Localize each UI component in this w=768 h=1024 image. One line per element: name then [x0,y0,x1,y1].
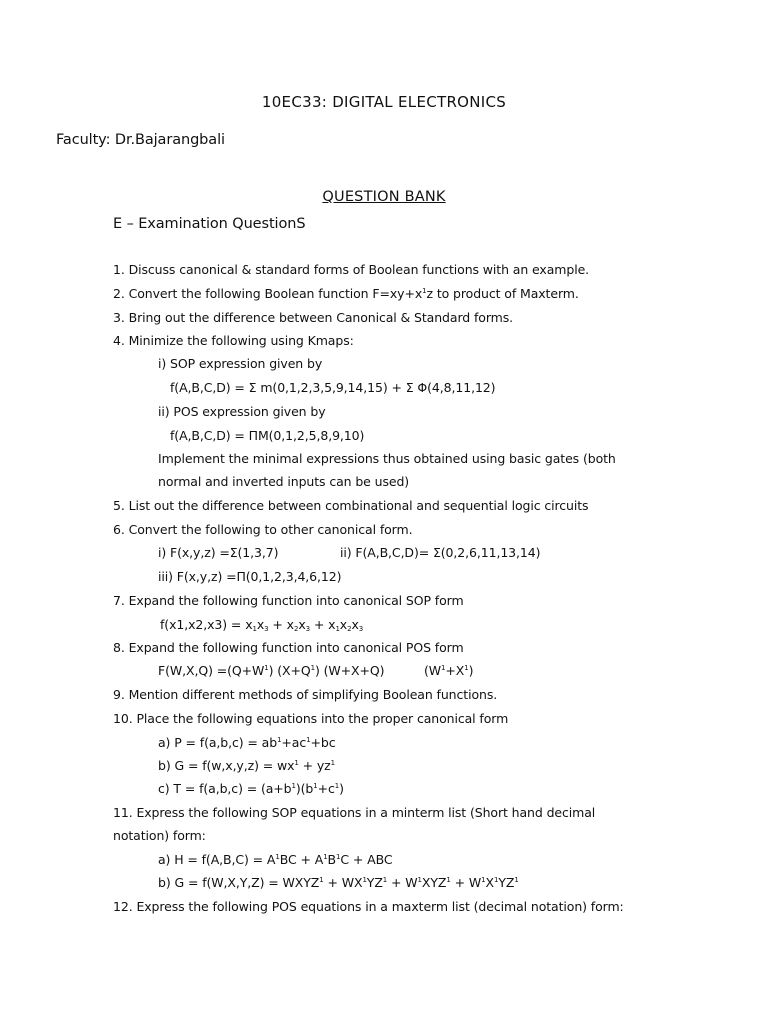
pos-expression: f(A,B,C,D) = ΠM(0,1,2,5,8,9,10) [170,428,365,443]
question-4-part-i: i) SOP expression given by [158,356,323,371]
course-title: 10EC33: DIGITAL ELECTRONICS [261,93,507,111]
question-11-part-b: b) $G = f(W,X,Y,Z) = WXYZ^1 + WX^1YZ^1 + W^1XYZ^1 + W^1X^1YZ^1$ [158,875,519,890]
question-3: 3. Bring out the difference between Canonical & Standard forms. [113,310,514,325]
question-2: 2. Convert the following Boolean function $F=xy+x^1z$ to product of Maxterm. [113,286,579,301]
question-7: 7. Expand the following function into canonical SOP form [113,593,464,608]
question-11-part-a: a) $H = f(A,B,C) = A^1BC + A^1B^1C$ + ABC [158,852,393,867]
question-10-part-c: c) $T = f(a,b,c) = (a+b^1)(b^1+c^1)$ [158,781,344,796]
question-6-part-ii: ii) F(A,B,C,D)= Σ(0,2,6,11,13,14) [340,545,541,560]
question-4-part-ii: ii) POS expression given by [158,404,326,419]
pos-expansion-term: $(W^1+X^1)$ [424,663,474,678]
question-10-part-b: b) $G = f(w,x,y,z) = wx^1 + yz^1$ [158,758,335,773]
question-11-line-2: notation) form: [113,828,206,843]
section-title: E – Examination QuestionS [113,216,306,232]
question-5: 5. List out the difference between combinational and sequential logic circuits [113,498,589,513]
sop-expansion-expression: $f(x1,x2,x3) = x_1x_3 + x_2x_3 + x_1x_2x_3$ [160,617,364,633]
question-6: 6. Convert the following to other canonical form. [113,522,413,537]
question-1: 1. Discuss canonical & standard forms of Boolean functions with an example. [113,262,590,277]
question-bank-heading: QUESTION BANK [322,189,446,205]
question-8: 8. Expand the following function into canonical POS form [113,640,464,655]
pos-expansion-expression: $F(W,X,Q) =(Q+W^1)$ $(X+Q^1)$ (W+X+Q) [158,663,385,678]
implement-note-line-1: Implement the minimal expressions thus obtained using basic gates (both [158,451,616,466]
question-6-part-i: i) F(x,y,z) =Σ(1,3,7) [158,545,279,560]
question-9: 9. Mention different methods of simplifying Boolean functions. [113,687,498,702]
question-11-line-1: 11. Express the following SOP equations in a minterm list (Short hand decimal [113,805,596,820]
question-4: 4. Minimize the following using Kmaps: [113,333,354,348]
question-12: 12. Express the following POS equations in a maxterm list (decimal notation) form: [113,899,624,914]
question-10: 10. Place the following equations into the proper canonical form [113,711,509,726]
question-6-part-iii: iii) F(x,y,z) =Π(0,1,2,3,4,6,12) [158,569,342,584]
implement-note-line-2: normal and inverted inputs can be used) [158,474,410,489]
question-10-part-a: a) $P = f(a,b,c) = ab^1+ac^1+bc$ [158,735,336,750]
sop-expression: f(A,B,C,D) = Σ m(0,1,2,3,5,9,14,15) + Σ Φ(4,8,11,12) [170,380,496,395]
faculty-line: Faculty: Dr.Bajarangbali [56,132,225,148]
